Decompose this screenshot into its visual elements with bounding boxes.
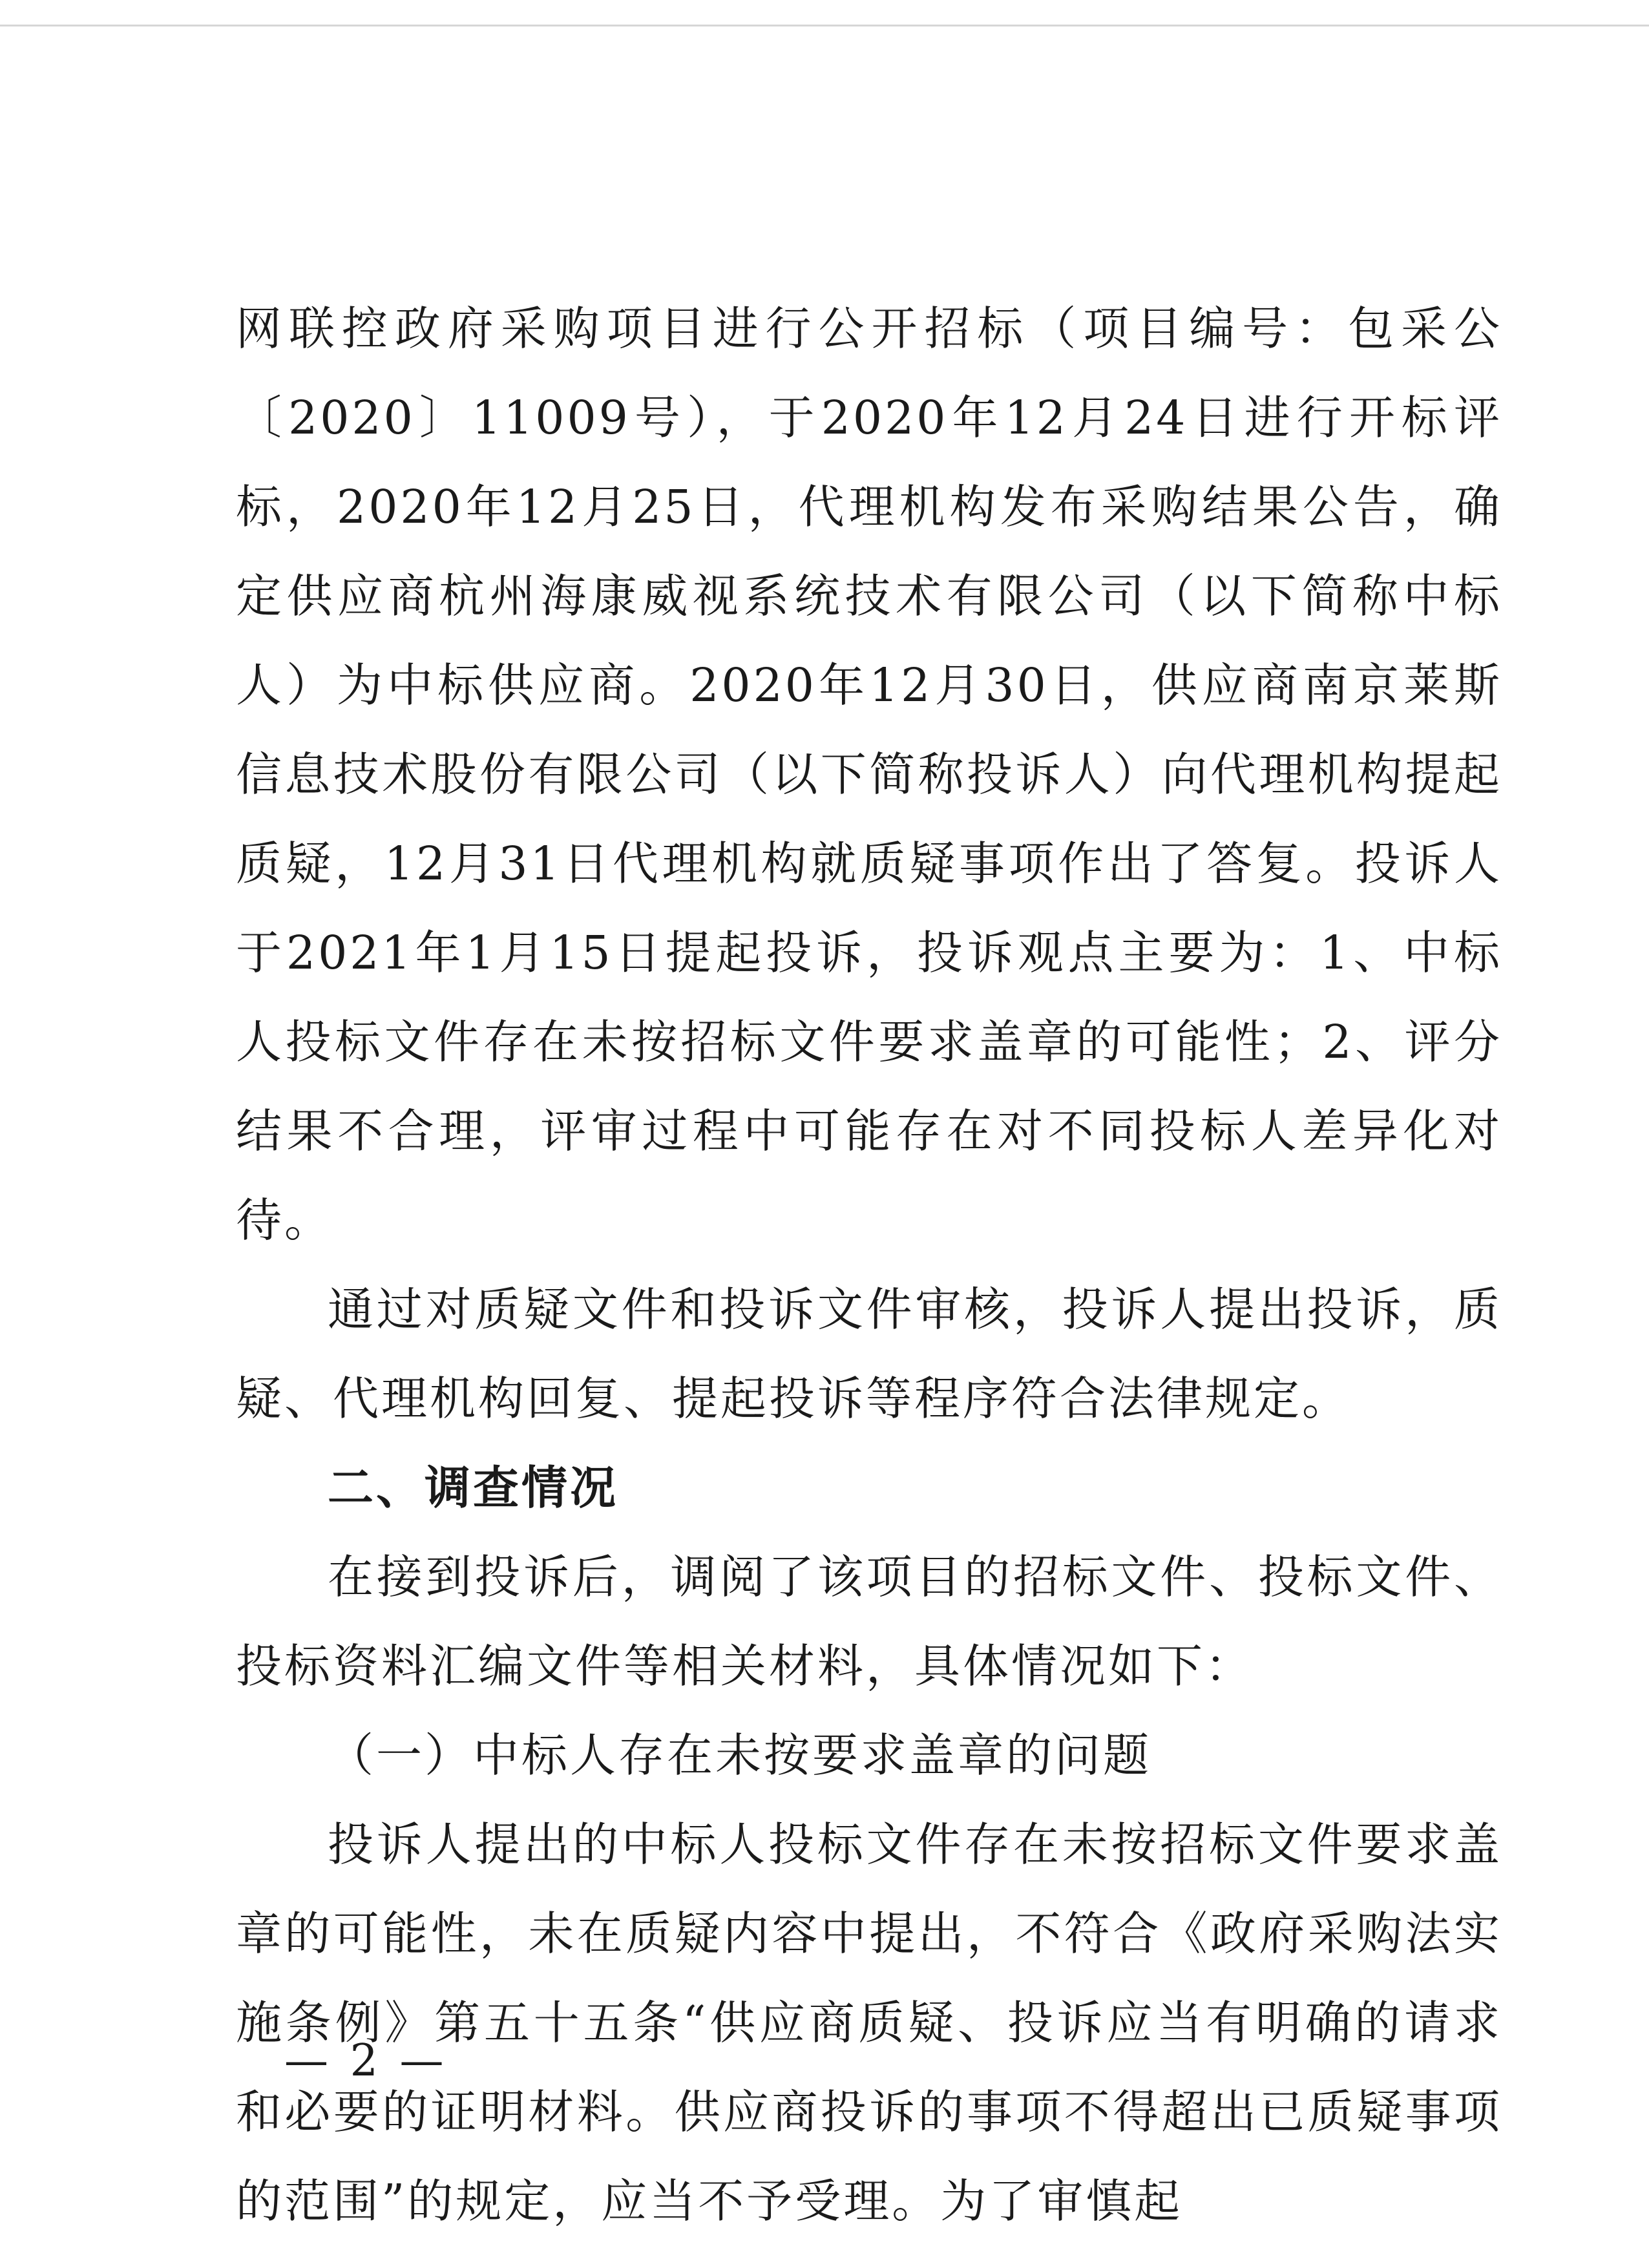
paragraph-background: 网联控政府采购项目进行公开招标（项目编号：包采公〔2020〕11009号），于2020年12月24日进行开标评标，2020年12月25日，代理机构发布采购结果公告，确定供应商杭州海康威视系统技术有限公司（以下简称中标人）为中标供应商。2020年12月30日，供应商南京莱斯信息技术股份有限公司（以下简称投诉人）向代理机构提起质疑，12月31日代理机构就质疑事项作出了答复。投诉人于2021年1月15日提起投诉，投诉观点主要为：1、中标人投标文件存在未按招标文件要求盖章的可能性；2、评分结果不合理，评审过程中可能存在对不同投标人差异化对待。 [236, 302, 1502, 1247]
document-body [236, 284, 1502, 2246]
page-number: — 2 — [284, 2035, 448, 2086]
paragraph-seal-issue: 投诉人提出的中标人投标文件存在未按招标文件要求盖章的可能性，未在质疑内容中提出，不符合《政府采购法实施条例》第五十五条“供应商质疑、投诉应当有明确的请求和必要的证明材料。供应商投诉的事项不得超出已质疑事项的范围”的规定，应当不予受理。为了审慎起 [236, 1818, 1502, 2228]
section-heading-investigation: 二、调查情况 [328, 1461, 619, 1515]
paragraph-investigation-intro: 在接到投诉后，调阅了该项目的招标文件、投标文件、投标资料汇编文件等相关材料，具体情况如下： [236, 1550, 1502, 1693]
paragraph-procedure-review: 通过对质疑文件和投诉文件审核，投诉人提出投诉，质疑、代理机构回复、提起投诉等程序符合法律规定。 [236, 1283, 1502, 1425]
subsection-heading-seal-issue: （一）中标人存在未按要求盖章的问题 [328, 1728, 1152, 1782]
scan-top-edge [0, 25, 1649, 26]
